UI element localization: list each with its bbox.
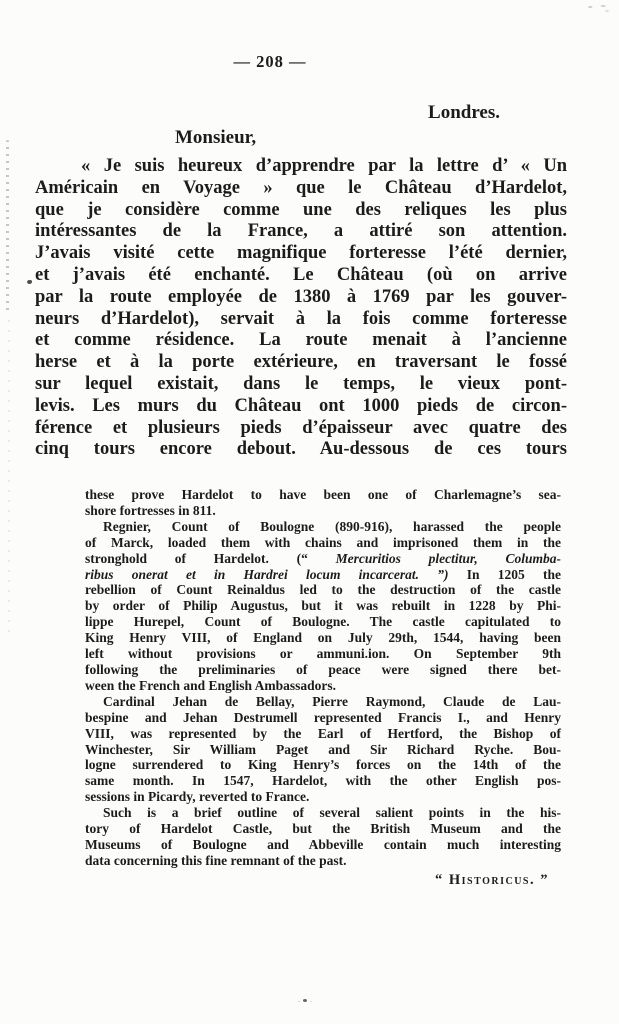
text-line: sur lequel existait, dans le temps, le vieux pont- bbox=[35, 373, 567, 394]
text-line: shore fortresses in 811. bbox=[85, 502, 216, 518]
scan-artifact-ink-dot bbox=[27, 280, 32, 284]
footnote-block bbox=[85, 487, 561, 889]
text-line: et comme résidence. La route menait à l’ancienne bbox=[35, 330, 567, 351]
text-line: data concerning this fine remnant of the past. bbox=[85, 852, 347, 868]
scan-artifact-bottom-dot bbox=[303, 999, 307, 1002]
text-line: rebellion of Count Reinaldus led to the destruction of the castle bbox=[85, 582, 561, 598]
scan-artifact-left-streak-2 bbox=[8, 320, 10, 640]
text-line: neurs d’Hardelot), servait à la fois comme forteresse bbox=[35, 308, 567, 329]
letter-dateline: Londres. bbox=[428, 102, 500, 123]
text-line: these prove Hardelot to have been one of Charlemagne’s sea- bbox=[85, 487, 561, 502]
text-line: logne surrendered to King Henry’s forces on the 14th of the bbox=[85, 757, 561, 773]
text-line: following the preliminaries of peace were signed there bet- bbox=[85, 661, 561, 677]
text-line: left without provisions or ammuni.ion. On September 9th bbox=[85, 646, 561, 662]
text-line: par la route employée de 1380 à 1769 par les gouver- bbox=[35, 286, 567, 307]
letter-salutation: Monsieur, bbox=[175, 127, 257, 148]
text-line: férence et plusieurs pieds d’épaisseur avec quatre des bbox=[35, 417, 567, 438]
text-line: herse et à la porte extérieure, en traversant le fossé bbox=[35, 352, 567, 373]
footnote-paragraph-4 bbox=[85, 805, 561, 869]
text-line: Such is a brief outline of several salient points in the his- bbox=[103, 805, 561, 821]
text-line: same month. In 1547, Hardelot, with the other English pos- bbox=[85, 773, 561, 789]
footnote-paragraph-3 bbox=[85, 694, 561, 805]
scan-artifact-corner-smudge bbox=[585, 3, 611, 13]
text-line: et j’avais été enchanté. Le Château (où on arrive bbox=[35, 264, 567, 285]
text-line: by order of Philip Augustus, but it was rebuilt in 1228 by Phi- bbox=[85, 598, 561, 614]
text-line: sessions in Picardy, reverted to France. bbox=[85, 789, 310, 805]
text-line: tory of Hardelot Castle, but the British Museum and the bbox=[85, 821, 561, 837]
text-line: Regnier, Count of Boulogne (890-916), harassed the people bbox=[103, 518, 561, 534]
text-line: « Je suis heureux d’apprendre par la lettre d’ « Un bbox=[81, 156, 567, 176]
text-line: Cardinal Jehan de Bellay, Pierre Raymond, Claude de Lau- bbox=[103, 693, 561, 709]
text-line: of Marck, loaded them with chains and imprisoned them in the bbox=[85, 534, 561, 550]
signature: “ Historicus. ” bbox=[435, 871, 549, 888]
text-line: VIII, was represented by the Earl of Hertford, the Bishop of bbox=[85, 725, 561, 741]
text-line: ribus onerat et in Hardrei locum incarcerat. ”) In 1205 the bbox=[85, 566, 561, 582]
text-line: J’avais visité cette magnifique forteresse l’été dernier, bbox=[35, 243, 567, 264]
text-line: ween the French and English Ambassadors. bbox=[85, 677, 337, 693]
page-number: — 208 — bbox=[233, 52, 307, 71]
scan-artifact-left-streak bbox=[6, 140, 9, 315]
text-line: bespine and Jehan Destrumell represented Francis I., and Henry bbox=[85, 709, 561, 725]
text-line: Museums of Boulogne and Abbeville contain much interesting bbox=[85, 836, 561, 852]
text-line: cinq tours encore debout. Au-dessous de ces tours bbox=[35, 439, 567, 460]
footnote-paragraph-1 bbox=[85, 487, 561, 519]
text-line: levis. Les murs du Château ont 1000 pieds de circon- bbox=[35, 395, 567, 416]
text-line: stronghold of Hardelot. (“ Mercuritios plectitur, Columba- bbox=[85, 550, 561, 566]
text-line: Américain en Voyage » que le Château d’Hardelot, bbox=[35, 177, 567, 198]
text-line: lippe Hurepel, Count of Boulogne. The castle capitulated to bbox=[85, 614, 561, 630]
text-line: Winchester, Sir William Paget and Sir Richard Ryche. Bou- bbox=[85, 741, 561, 757]
letter-body bbox=[35, 156, 567, 461]
footnote-paragraph-2 bbox=[85, 519, 561, 694]
text-line: que je considère comme une des reliques les plus bbox=[35, 199, 567, 220]
text-line: King Henry VIII, of England on July 29th, 1544, having been bbox=[85, 630, 561, 646]
text-line: intéressantes de la France, a attiré son attention. bbox=[35, 221, 567, 242]
